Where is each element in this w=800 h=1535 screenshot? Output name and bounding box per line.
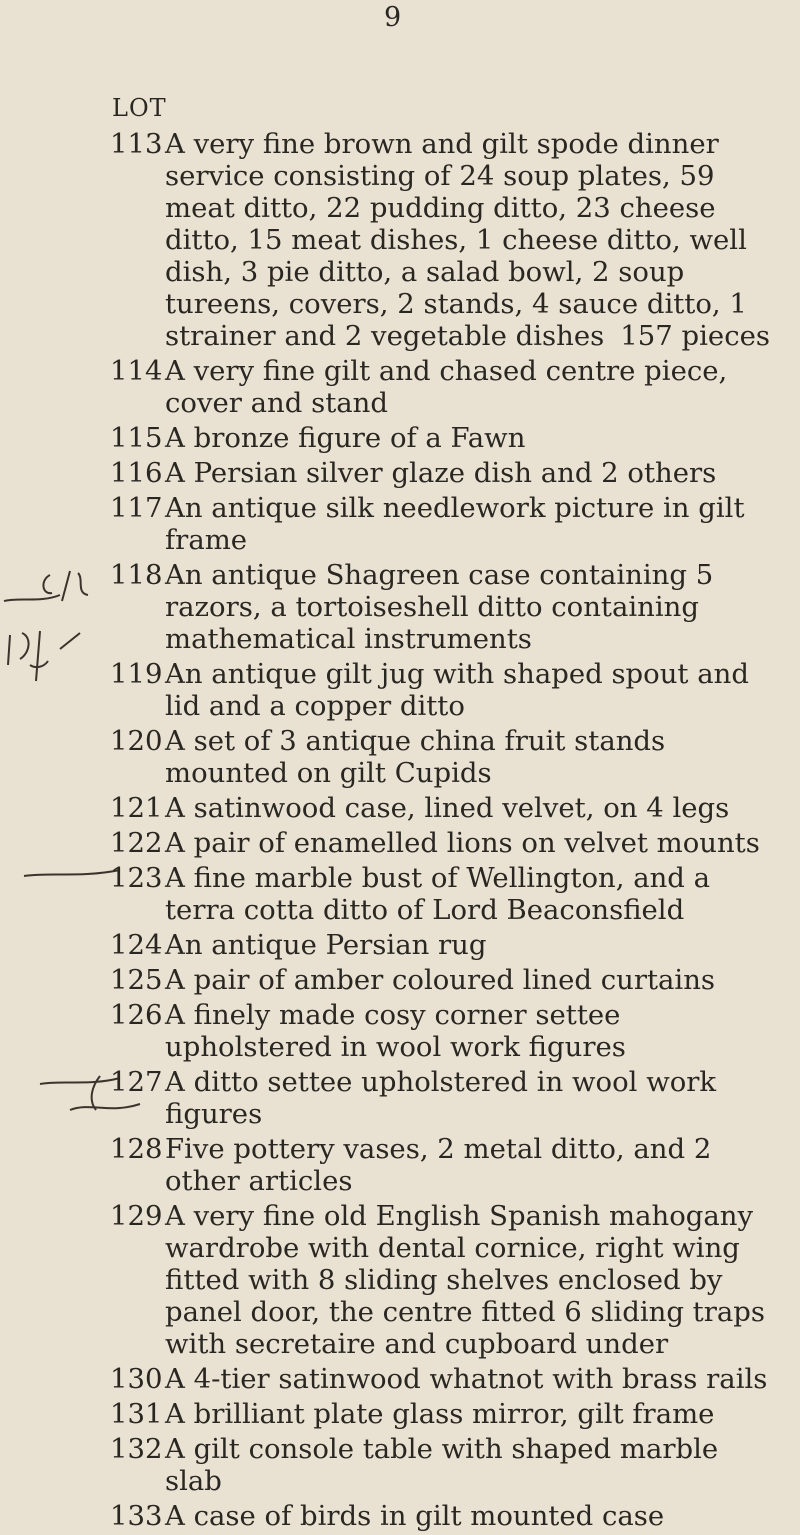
lot-number: 124 xyxy=(110,929,163,961)
lot-entry xyxy=(110,792,770,824)
lot-entry xyxy=(110,999,770,1063)
lot-entry xyxy=(110,559,770,655)
lot-description: A very fine old English Spanish mahogany wardrobe with dental cornice, right wing fitted with 8 sliding shelves enclosed by panel door, the centre fitted 6 sliding traps with secretaire and cupboard under xyxy=(165,1200,765,1360)
lot-number: 130 xyxy=(110,1363,163,1395)
handwritten-mark-119 xyxy=(0,625,110,695)
lot-number: 114 xyxy=(110,355,163,387)
lot-entry xyxy=(110,355,770,419)
lot-description: A 4-tier satinwood whatnot with brass rails xyxy=(165,1363,768,1395)
lot-description: An antique silk needlework picture in gilt frame xyxy=(165,492,745,556)
lot-number: 126 xyxy=(110,999,163,1031)
lot-entry xyxy=(110,1066,770,1130)
lot-description: A very fine brown and gilt spode dinner service consisting of 24 soup plates, 59 meat ditto, 22 pudding ditto, 23 cheese ditto, 15 meat dishes, 1 cheese ditto, well dish, 3 pie ditto, a salad bowl, 2 soup tureens, covers, 2 stands, 4 sauce ditto, 1 strainer and 2 vegetable dishes 157 pieces xyxy=(165,128,770,352)
lot-piece-count: 157 pieces xyxy=(620,320,770,352)
lot-number: 133 xyxy=(110,1500,163,1532)
lot-entry xyxy=(110,1363,770,1395)
lot-number: 119 xyxy=(110,658,163,690)
lot-entry xyxy=(110,1398,770,1430)
lot-entry xyxy=(110,929,770,961)
lot-number: 117 xyxy=(110,492,163,524)
lot-entry xyxy=(110,725,770,789)
lot-number: 127 xyxy=(110,1066,163,1098)
lot-number: 122 xyxy=(110,827,163,859)
lot-description: A Persian silver glaze dish and 2 others xyxy=(165,457,717,489)
lot-entry xyxy=(110,658,770,722)
lot-number: 118 xyxy=(110,559,163,591)
lot-number: 132 xyxy=(110,1433,163,1465)
lot-entry xyxy=(110,1200,770,1360)
lot-entry xyxy=(110,492,770,556)
lot-number: 120 xyxy=(110,725,163,757)
lot-description: A ditto settee upholstered in wool work figures xyxy=(165,1066,717,1130)
lot-column-heading: LOT xyxy=(112,94,167,122)
lot-entry xyxy=(110,1133,770,1197)
lot-description: A very fine gilt and chased centre piece, cover and stand xyxy=(165,355,728,419)
lot-entry xyxy=(110,1433,770,1497)
lot-entry xyxy=(110,862,770,926)
lot-number: 121 xyxy=(110,792,163,824)
lot-number: 131 xyxy=(110,1398,163,1430)
lot-description: An antique Persian rug xyxy=(165,929,487,961)
lot-entry xyxy=(110,1500,770,1532)
lot-number: 113 xyxy=(110,128,163,160)
lot-number: 123 xyxy=(110,862,163,894)
lot-description: A case of birds in gilt mounted case xyxy=(165,1500,665,1532)
lot-number: 116 xyxy=(110,457,163,489)
lot-number: 129 xyxy=(110,1200,163,1232)
lot-number: 115 xyxy=(110,422,163,454)
lot-description: An antique gilt jug with shaped spout and lid and a copper ditto xyxy=(165,658,749,722)
lot-number: 128 xyxy=(110,1133,163,1165)
lot-description: A gilt console table with shaped marble slab xyxy=(165,1433,719,1497)
lot-description: A pair of enamelled lions on velvet mounts xyxy=(165,827,760,859)
lot-entry xyxy=(110,457,770,489)
lot-entry xyxy=(110,422,770,454)
handwritten-mark-118 xyxy=(0,565,110,615)
lot-description: A pair of amber coloured lined curtains xyxy=(165,964,716,996)
lot-description: Five pottery vases, 2 metal ditto, and 2 other articles xyxy=(165,1133,712,1197)
lot-description: A bronze figure of a Fawn xyxy=(165,422,526,454)
lot-entry xyxy=(110,128,770,352)
lot-description: A satinwood case, lined velvet, on 4 legs xyxy=(165,792,730,824)
lot-list xyxy=(110,128,770,1535)
lot-description: A finely made cosy corner settee upholstered in wool work figures xyxy=(165,999,626,1063)
lot-entry xyxy=(110,827,770,859)
lot-description: A fine marble bust of Wellington, and a terra cotta ditto of Lord Beaconsfield xyxy=(165,862,711,926)
lot-number: 125 xyxy=(110,964,163,996)
lot-entry xyxy=(110,964,770,996)
page-number: 9 xyxy=(384,2,402,33)
lot-description: A set of 3 antique china fruit stands mounted on gilt Cupids xyxy=(165,725,666,789)
lot-description: A brilliant plate glass mirror, gilt frame xyxy=(165,1398,715,1430)
lot-description: An antique Shagreen case containing 5 razors, a tortoiseshell ditto containing mathematical instruments xyxy=(165,559,714,655)
